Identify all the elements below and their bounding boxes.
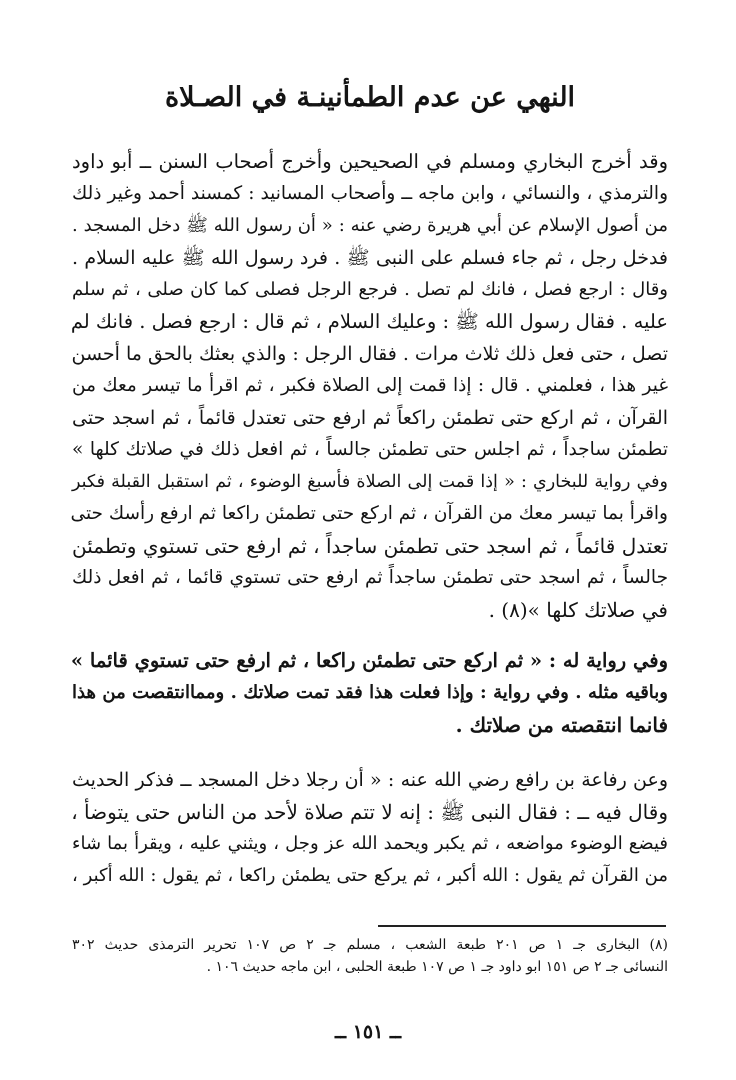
text-line: القرآن ، ثم اركع حتى تطمئن راكعاً ثم ارفع حتى تعتدل قائماً ، ثم اسجد حتى: [72, 407, 668, 429]
text-line: تعتدل قائماً ، ثم اسجد حتى تطمئن ساجداً ، ثم ارفع حتى تستوي وتطمئن: [72, 534, 668, 558]
footnote-line: النسائى جـ ٢ ص ١٥١ ابو داود جـ ١ ص ١٠٧ طبعة الحلبى ، ابن ماجه حديث ١٠٦ .: [206, 959, 668, 975]
text-line: وقال فيه ــ : فقال النبى ﷺ : إنه لا تتم صلاة لأحد من الناس حتى يتوضأ ،: [71, 800, 668, 824]
text-line: فيضع الوضوء مواضعه ، ثم يكبر ويحمد الله عز وجل ، ويثني عليه ، ويقرأ بما شاء: [72, 833, 668, 854]
footnote-separator: [378, 925, 666, 927]
text-line: تطمئن ساجداً ، ثم اجلس حتى تطمئن جالساً ، ثم افعل ذلك في صلاتك كلها »: [72, 439, 668, 460]
text-line: والترمذي ، والنسائي ، وابن ماجه ــ وأصحاب المسانيد : كمسند أحمد وغير ذلك: [72, 183, 668, 204]
text-line: تصل ، حتى فعل ذلك ثلاث مرات . فقال الرجل : والذي بعثك بالحق ما أحسن: [71, 343, 668, 365]
page-title: النهي عن عدم الطمأنينـة في الصـلاة: [164, 82, 576, 113]
text-line: فانما انتقصته من صلاتك .: [455, 713, 668, 737]
text-line: فدخل رجل ، ثم جاء فسلم على النبى ﷺ . فرد رسول الله ﷺ عليه السلام .: [72, 247, 668, 269]
text-line: في صلاتك كلها »(٨) .: [488, 598, 668, 622]
text-line: وفي رواية له : « ثم اركع حتى تطمئن راكعا ، ثم ارفع حتى تستوي قائما »: [70, 649, 668, 672]
text-line: من القرآن ثم يقول : الله أكبر ، ثم يركع حتى يطمئن راكعا ، ثم يقول : الله أكبر ،: [72, 865, 668, 886]
text-line: وباقيه مثله . وفي رواية : وإذا فعلت هذا فقد تمت صلاتك . ومماانتقصت من هذا: [72, 682, 668, 703]
footnote-line: (٨) البخارى جـ ١ ص ٢٠١ طبعة الشعب ، مسلم جـ ٢ ص ١٠٧ تحرير الترمذى حديث ٣٠٢: [72, 937, 669, 953]
text-line: وقال : ارجع فصل ، فانك لم تصل . فرجع الرجل فصلى كما كان صلى ، ثم سلم: [72, 279, 668, 300]
text-line: وفي رواية للبخاري : « إذا قمت إلى الصلاة فأسبغ الوضوء ، ثم استقبل القبلة فكبر: [72, 472, 668, 492]
text-line: غير هذا ، فعلمني . قال : إذا قمت إلى الصلاة فكبر ، ثم اقرأ ما تيسر معك من: [72, 375, 668, 396]
text-line: وقد أخرج البخاري ومسلم في الصحيحين وأخرج أصحاب السنن ــ أبو داود: [72, 150, 668, 173]
page-number: ــ ١٥١ ــ: [334, 1021, 402, 1043]
text-line: واقرأ بما تيسر معك من القرآن ، ثم اركع حتى تطمئن راكعا ثم ارفع رأسك حتى: [70, 503, 668, 524]
text-line: عليه . فقال رسول الله ﷺ : وعليك السلام ، ثم قال : ارجع فصل . فانك لم: [70, 310, 668, 333]
text-line: جالساً ، ثم اسجد حتى تطمئن ساجداً ثم ارفع حتى تستوي قائما ، ثم افعل ذلك: [72, 567, 668, 588]
text-line: وعن رفاعة بن رافع رضي الله عنه : « أن رجلا دخل المسجد ــ فذكر الحديث: [72, 769, 668, 791]
text-line: من أصول الإسلام عن أبي هريرة رضي عنه : « أن رسول الله ﷺ دخل المسجد .: [72, 215, 668, 236]
